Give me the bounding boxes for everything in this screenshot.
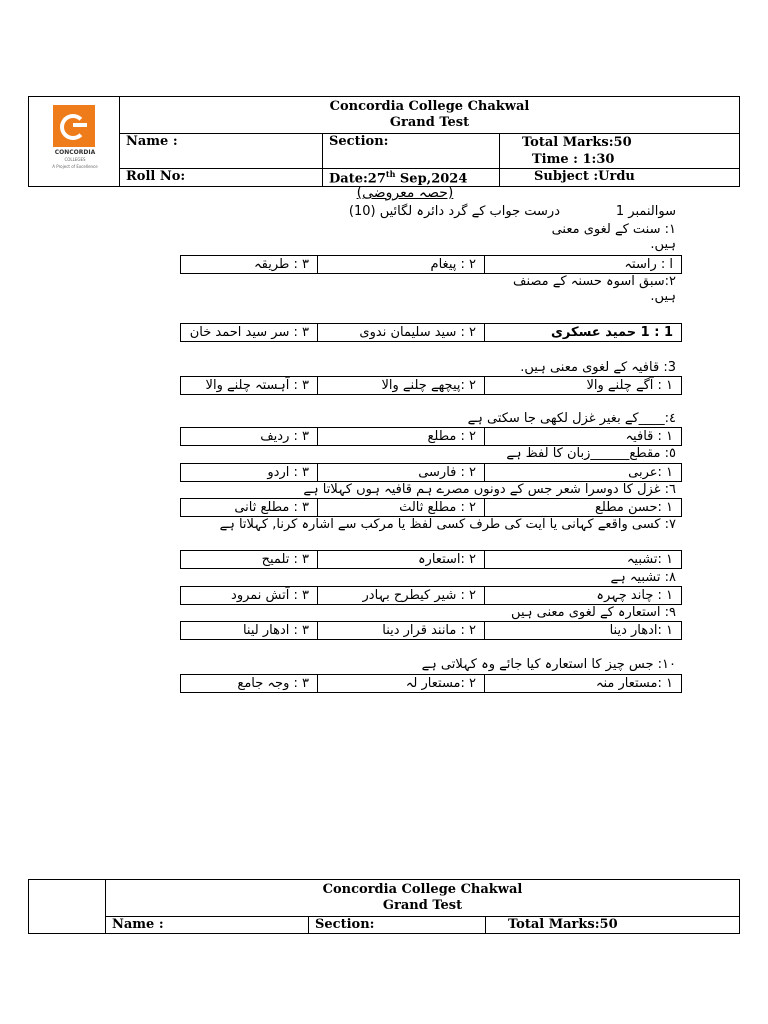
section-title: (حصہ معروضی) xyxy=(356,185,454,201)
mcq-options-8 xyxy=(180,586,682,605)
option[interactable]: ۳ : اردو xyxy=(181,464,318,482)
logo-sub: COLLEGES xyxy=(64,157,86,162)
header-table-bottom xyxy=(28,879,740,934)
mcq-question-2: ۲:سبق اسوہ حسنہ کے مصنف ہیں. xyxy=(513,274,676,304)
option[interactable]: ۱ : آگے چلنے والا xyxy=(485,377,682,395)
option[interactable]: ۱ :ادھار دینا xyxy=(485,622,682,640)
subject-field: Subject :Urdu xyxy=(500,169,740,187)
question-number: سوالنمبر 1 xyxy=(615,204,676,219)
marks-field xyxy=(500,134,740,169)
option[interactable]: ۳ : آہستہ چلنے والا xyxy=(181,377,318,395)
mcq-question-4: ٤:____کے بغیر غزل لکھی جا سکتی ہے xyxy=(467,411,676,426)
exam-name: Grand Test xyxy=(389,115,470,130)
logo-cell xyxy=(29,97,120,187)
mcq-question-3: 3: قافیہ کے لغوی معنی ہیں. xyxy=(520,360,676,375)
logo-tag: A Project of Excellence xyxy=(52,164,98,169)
logo-cell xyxy=(29,880,106,934)
mcq-question-10: ١٠: جس چیز کا استعارہ کیا جائے وہ کہلاتی ہے xyxy=(421,657,676,672)
option[interactable]: ۲ : پیغام xyxy=(318,256,485,274)
mcq-question-1: ۱: سنت کے لغوی معنی ہیں. xyxy=(551,222,676,252)
title-cell xyxy=(120,97,740,134)
option[interactable]: ۳ : وجہ جامع xyxy=(181,675,318,693)
mcq-options-7 xyxy=(180,550,682,569)
mcq-options-4 xyxy=(180,427,682,446)
option[interactable]: ۳ : مطلع ثانی xyxy=(181,499,318,517)
name-field: Name : xyxy=(120,134,323,169)
college-logo xyxy=(29,97,119,185)
time: Time : 1:30 xyxy=(532,152,615,167)
mcq-question-8: ٨: تشبیہ ہے xyxy=(610,570,676,585)
total-marks: Total Marks:50 xyxy=(522,135,632,150)
option[interactable]: ۳ : طریقہ xyxy=(181,256,318,274)
option[interactable]: ۳ : سر سید احمد خان xyxy=(181,324,318,342)
option[interactable]: ۱ : قافیہ xyxy=(485,428,682,446)
mcq-options-1 xyxy=(180,255,682,274)
option[interactable]: ۱ :حسن مطلع xyxy=(485,499,682,517)
option[interactable]: ۲ :استعارہ xyxy=(318,551,485,569)
option[interactable]: ا : راستہ xyxy=(485,256,682,274)
option[interactable]: ۱ : چاند چہرہ xyxy=(485,587,682,605)
mcq-options-5 xyxy=(180,463,682,482)
section-field: Section: xyxy=(309,917,486,934)
mcq-options-6 xyxy=(180,498,682,517)
logo-name: CONCORDIA xyxy=(54,149,96,156)
mcq-question-5: ٥: مقطع______زبان کا لفظ ہے xyxy=(506,446,676,461)
option[interactable]: ۲ :پیچھے چلنے والا xyxy=(318,377,485,395)
option[interactable]: ۲ : مانند قرار دینا xyxy=(318,622,485,640)
mcq-question-6: ٦: غزل کا دوسرا شعر جس کے دونوں مصرے ہم قافیہ ہوں کہلاتا ہے xyxy=(303,482,676,497)
option[interactable]: ۳ : آتش نمرود xyxy=(181,587,318,605)
option[interactable]: 1 : 1 حمید عسکری xyxy=(485,324,682,342)
option[interactable]: ۳ : ادھار لینا xyxy=(181,622,318,640)
option[interactable]: ۱ :مستعار منہ xyxy=(485,675,682,693)
instruction: درست جواب کے گرد دائرہ لگائیں (10) xyxy=(348,204,560,219)
logo-mark-icon xyxy=(53,105,95,147)
exam-name: Grand Test xyxy=(382,898,463,913)
title-cell xyxy=(106,880,740,917)
mcq-options-2 xyxy=(180,323,682,342)
college-name: Concordia College Chakwal xyxy=(329,99,530,114)
option[interactable]: ۲ : فارسی xyxy=(318,464,485,482)
option[interactable]: ۱ :عربی xyxy=(485,464,682,482)
mcq-options-10 xyxy=(180,674,682,693)
option[interactable]: ۲ : مطلع ثالث xyxy=(318,499,485,517)
mcq-question-9: ٩: استعارہ کے لغوی معنی ہیں xyxy=(511,605,676,620)
date-field: Date:27th Sep,2024 xyxy=(323,169,500,187)
section-field: Section: xyxy=(323,134,500,169)
mcq-options-3 xyxy=(180,376,682,395)
marks-field: Total Marks:50 xyxy=(486,917,740,934)
option[interactable]: ۲ : مطلع xyxy=(318,428,485,446)
option[interactable]: ۲ : شیر کیطرح بہادر xyxy=(318,587,485,605)
name-field: Name : xyxy=(106,917,309,934)
option[interactable]: ۲ : سید سلیمان ندوی xyxy=(318,324,485,342)
option[interactable]: ۲ :مستعار لہ xyxy=(318,675,485,693)
option[interactable]: ۳ : ردیف xyxy=(181,428,318,446)
mcq-question-7: ٧: کسی واقعے کہانی یا آیت کی طرف کسی لفظ یا مرکب سے اشارہ کرنا, کہلاتا ہے xyxy=(219,517,676,532)
mcq-options-9 xyxy=(180,621,682,640)
option[interactable]: ۳ : تلمیح xyxy=(181,551,318,569)
college-name: Concordia College Chakwal xyxy=(322,882,523,897)
header-table-top xyxy=(28,96,740,187)
roll-field: Roll No: xyxy=(120,169,323,187)
option[interactable]: ۱ :تشبیہ xyxy=(485,551,682,569)
